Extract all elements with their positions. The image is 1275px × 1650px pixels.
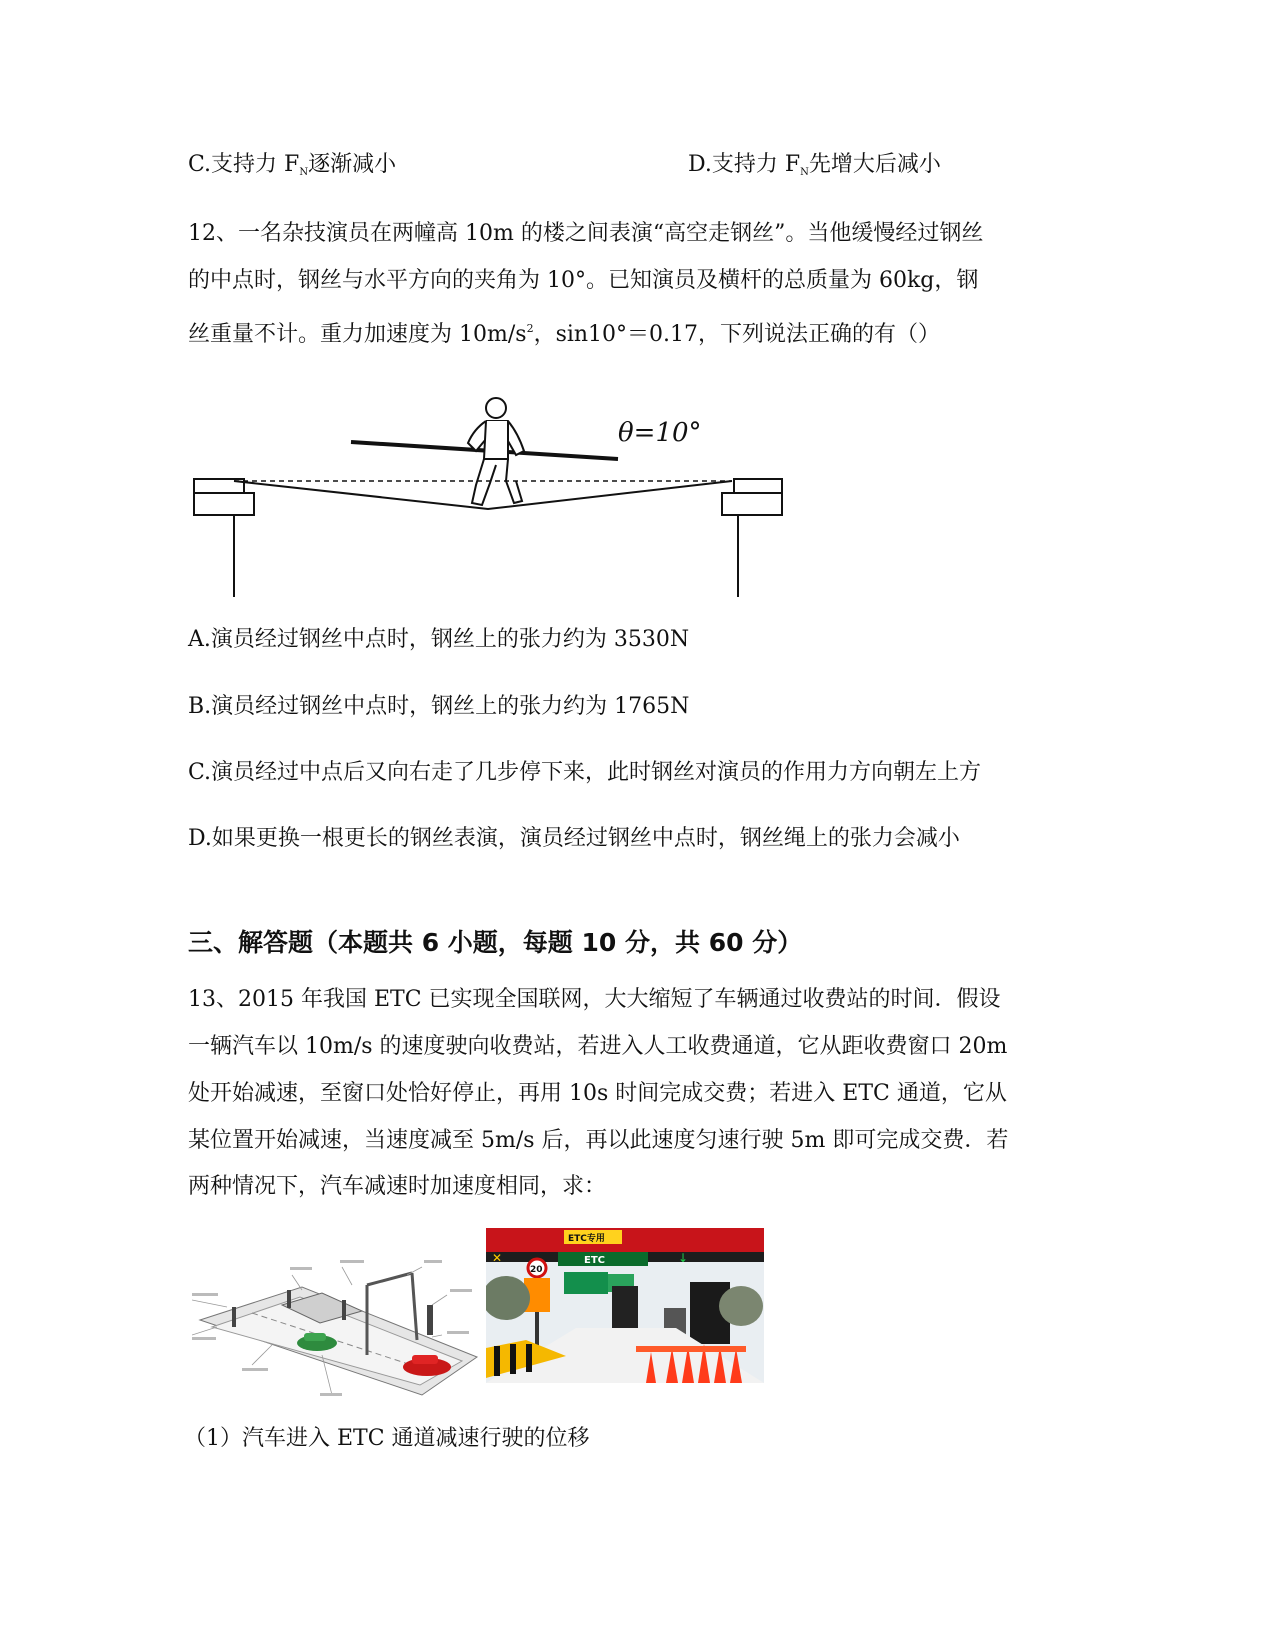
close-icon: ✕ bbox=[492, 1251, 503, 1265]
right-building-slab bbox=[734, 479, 782, 493]
q13-stem-line-4: 某位置开始减速，当速度减至 5m/s 后，再以此速度匀速行驶 5m 即可完成交费．若 bbox=[188, 1128, 1009, 1153]
q12-stem-line-2: 的中点时，钢丝与水平方向的夹角为 10°。已知演员及横杆的总质量为 60kg，钢 bbox=[188, 268, 979, 293]
left-building-ledge bbox=[194, 493, 254, 515]
arrow-down-icon: ↓ bbox=[678, 1251, 689, 1265]
q12-option-b: B.演员经过钢丝中点时，钢丝上的张力约为 1765N bbox=[188, 694, 690, 719]
q12-option-c: C.演员经过中点后又向右走了几步停下来，此时钢丝对演员的作用力方向朝左上方 bbox=[188, 760, 982, 785]
right-building-ledge bbox=[722, 493, 782, 515]
q12-option-d: D.如果更换一根更长的钢丝表演，演员经过钢丝中点时，钢丝绳上的张力会减小 bbox=[188, 826, 960, 851]
q11-option-d: D.支持力 $F_N$先增大后减小 bbox=[688, 152, 941, 178]
speed-limit-text: 20 bbox=[530, 1265, 543, 1275]
q13-stem-line-2: 一辆汽车以 10m/s 的速度驶向收费站，若进入人工收费通道，它从距收费窗口 20m bbox=[188, 1034, 1008, 1059]
tightrope-figure bbox=[186, 385, 786, 605]
q13-subquestion-1: （1）汽车进入 ETC 通道减速行驶的位移 bbox=[184, 1426, 590, 1451]
etc-lane-diagram bbox=[192, 1245, 482, 1400]
q12-stem-line-3: 丝重量不计。重力加速度为 $10m/s^2$，sin10°＝0.17，下列说法正确的有（） bbox=[188, 322, 941, 347]
section-3-heading: 三、解答题（本题共 6 小题，每题 10 分，共 60 分） bbox=[188, 928, 803, 957]
q12-option-a: A.演员经过钢丝中点时，钢丝上的张力约为 3530N bbox=[188, 627, 690, 652]
q11-option-c: C.支持力 $F_N$逐渐减小 bbox=[188, 152, 397, 178]
performer-icon bbox=[468, 398, 524, 505]
q13-stem-line-1: 13、2015 年我国 ETC 已实现全国联网，大大缩短了车辆通过收费站的时间．假设 bbox=[188, 987, 1001, 1012]
etc-toll-photo bbox=[486, 1228, 764, 1383]
q12-stem-line-1: 12、一名杂技演员在两幢高 10m 的楼之间表演“高空走钢丝”。当他缓慢经过钢丝 bbox=[188, 221, 984, 246]
etc-banner-text: ETC bbox=[584, 1255, 605, 1266]
angle-label: θ=10° bbox=[618, 418, 702, 448]
q13-stem-line-5: 两种情况下，汽车减速时加速度相同，求： bbox=[188, 1174, 607, 1199]
q13-stem-line-3: 处开始减速，至窗口处恰好停止，再用 10s 时间完成交费；若进入 ETC 通道，它从 bbox=[188, 1081, 1007, 1106]
etc-sign-text: ETC专用 bbox=[568, 1234, 605, 1244]
